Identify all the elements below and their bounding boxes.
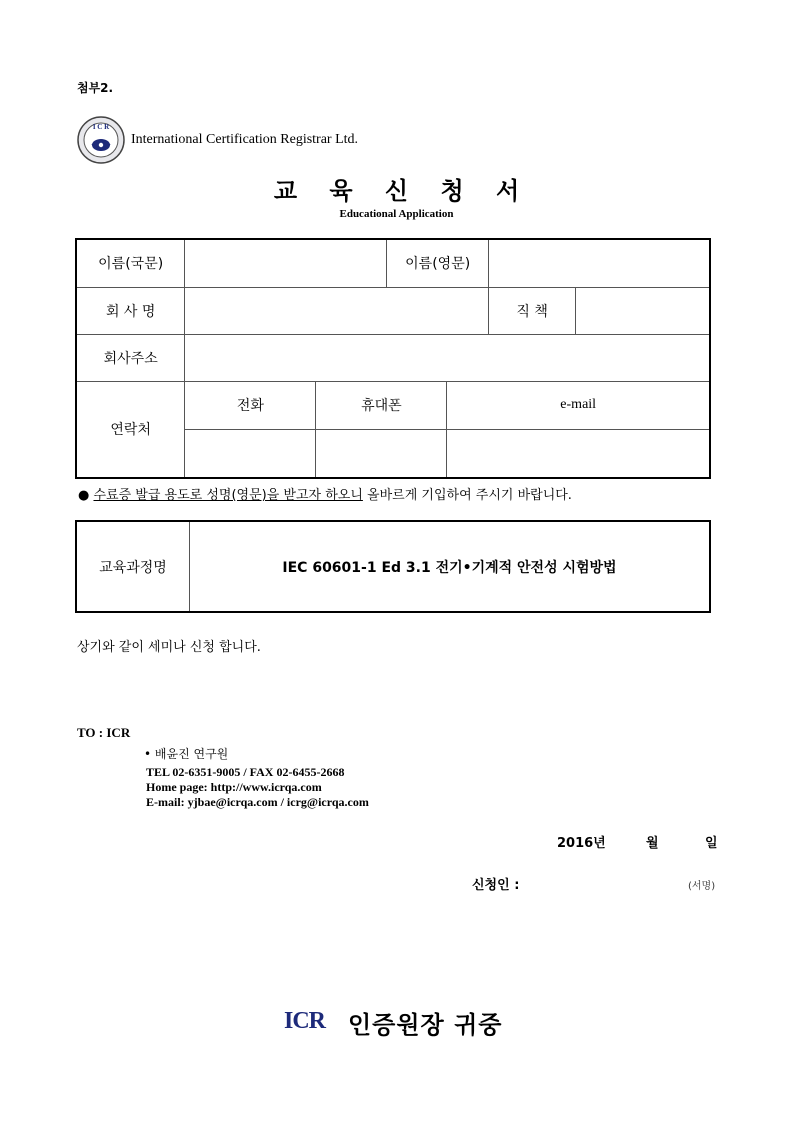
notice-rest: 올바르게 기입하여 주시기 바랍니다. xyxy=(362,488,572,503)
mobile-label: 휴대폰 xyxy=(316,382,447,429)
company-name-field[interactable] xyxy=(185,287,489,334)
signature-label: (서명) xyxy=(688,881,716,892)
email-field[interactable] xyxy=(447,430,709,477)
course-table xyxy=(75,520,711,613)
course-label: 교육과정명 xyxy=(76,521,190,612)
logo-lettering: I C R xyxy=(92,123,110,131)
icr-logo xyxy=(77,116,125,164)
attachment-label: 첨부2. xyxy=(77,81,114,95)
bullet-icon: ● xyxy=(78,488,90,503)
contact-homepage: Home page: http://www.icrqa.com xyxy=(146,780,322,794)
to-label: TO : ICR xyxy=(77,725,131,740)
applicant-label: 신청인 : xyxy=(472,878,520,893)
document-title: 교 육 신 청 서 xyxy=(273,177,532,205)
footer-icr-logo: ICR xyxy=(284,1008,326,1034)
company-address-label: 회사주소 xyxy=(76,334,185,381)
course-name: IEC 60601-1 Ed 3.1 전기•기계적 안전성 시험방법 xyxy=(282,559,617,576)
contact-label: 연락처 xyxy=(76,381,185,478)
document-subtitle: Educational Application xyxy=(339,208,454,220)
position-field[interactable] xyxy=(575,287,710,334)
date-month: 월 xyxy=(646,836,659,851)
mobile-field[interactable] xyxy=(316,430,447,477)
name-korean-label: 이름(국문) xyxy=(76,239,185,287)
contact-person: • 배윤진 연구원 xyxy=(144,747,229,761)
notice-underlined: 수료증 발급 용도로 성명(영문)을 받고자 하오니 xyxy=(93,488,363,503)
confirm-text: 상기와 같이 세미나 신청 합니다. xyxy=(77,640,261,655)
company-address-field[interactable] xyxy=(185,334,710,381)
name-korean-field[interactable] xyxy=(185,239,387,287)
company-name-label: 회 사 명 xyxy=(76,287,185,334)
phone-label: 전화 xyxy=(185,382,316,429)
footer-recipient: 인증원장 귀중 xyxy=(348,1011,503,1039)
position-label: 직 책 xyxy=(489,287,576,334)
company-name: International Certification Registrar Ltd. xyxy=(131,132,359,147)
contact-email: E-mail: yjbae@icrqa.com / icrg@icrqa.com xyxy=(146,795,369,809)
name-english-label: 이름(영문) xyxy=(386,239,488,287)
date-year: 2016년 xyxy=(557,836,606,851)
email-label: e-mail xyxy=(560,397,597,412)
contact-tel-fax: TEL 02-6351-9005 / FAX 02-6455-2668 xyxy=(146,765,345,779)
name-english-field[interactable] xyxy=(489,239,710,287)
date-day: 일 xyxy=(705,836,718,851)
phone-field[interactable] xyxy=(185,430,316,477)
application-form-table xyxy=(75,238,711,479)
notice-text xyxy=(78,484,572,503)
